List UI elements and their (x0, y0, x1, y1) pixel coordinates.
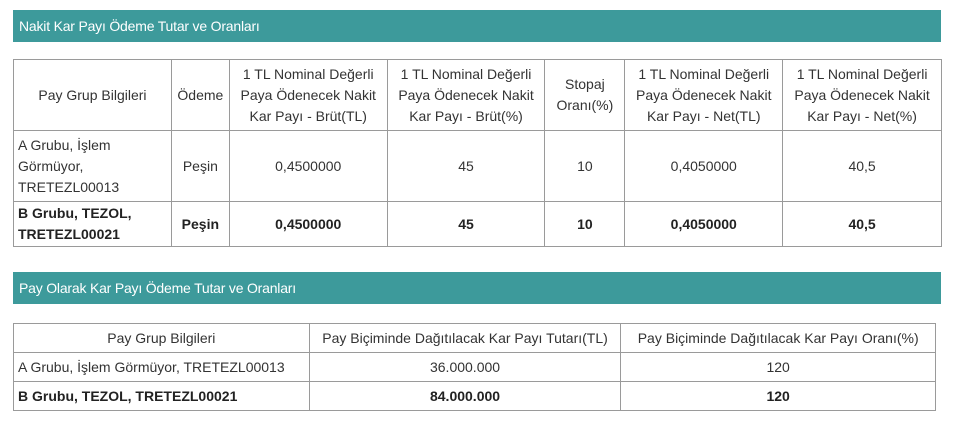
table-row (14, 131, 942, 202)
share-dividend-section-title: Pay Olarak Kar Payı Ödeme Tutar ve Oranları (13, 272, 941, 304)
table-cell: 10 (545, 131, 625, 202)
table-cell: A Grubu, İşlem Görmüyor, TRETEZL00013 (14, 353, 310, 382)
table-cell: 45 (387, 131, 545, 202)
table-cell: B Grubu, TEZOL, TRETEZL00021 (14, 382, 310, 411)
table-cell: 10 (545, 202, 625, 247)
table-cell: 0,4500000 (229, 202, 387, 247)
table-cell: 0,4500000 (229, 131, 387, 202)
table-cell: 120 (621, 353, 936, 382)
table-row (14, 382, 936, 411)
table-cell: Peşin (171, 202, 229, 247)
column-header: Pay Biçiminde Dağıtılacak Kar Payı Oranı(%) (621, 324, 936, 353)
cash-dividend-table (13, 59, 942, 247)
cash-dividend-section-title: Nakit Kar Payı Ödeme Tutar ve Oranları (13, 10, 941, 42)
column-header: 1 TL Nominal Değerli Paya Ödenecek Nakit Kar Payı - Brüt(TL) (229, 60, 387, 131)
column-header: Pay Grup Bilgileri (14, 60, 172, 131)
table-cell: 84.000.000 (309, 382, 621, 411)
table-row (14, 202, 942, 247)
table-cell: Peşin (171, 131, 229, 202)
table-row (14, 353, 936, 382)
column-header: Ödeme (171, 60, 229, 131)
share-dividend-table (13, 323, 936, 411)
table-cell: 0,4050000 (625, 131, 783, 202)
table-header-row (14, 324, 936, 353)
table-cell: 45 (387, 202, 545, 247)
column-header: Pay Biçiminde Dağıtılacak Kar Payı Tutarı(TL) (309, 324, 621, 353)
column-header: 1 TL Nominal Değerli Paya Ödenecek Nakit Kar Payı - Brüt(%) (387, 60, 545, 131)
table-cell: A Grubu, İşlem Görmüyor, TRETEZL00013 (14, 131, 172, 202)
table-header-row (14, 60, 942, 131)
table-cell: 40,5 (783, 131, 942, 202)
column-header: Pay Grup Bilgileri (14, 324, 310, 353)
column-header: Stopaj Oranı(%) (545, 60, 625, 131)
table-cell: B Grubu, TEZOL, TRETEZL00021 (14, 202, 172, 247)
table-cell: 36.000.000 (309, 353, 621, 382)
column-header: 1 TL Nominal Değerli Paya Ödenecek Nakit Kar Payı - Net(TL) (625, 60, 783, 131)
table-cell: 0,4050000 (625, 202, 783, 247)
column-header: 1 TL Nominal Değerli Paya Ödenecek Nakit Kar Payı - Net(%) (783, 60, 942, 131)
table-cell: 120 (621, 382, 936, 411)
table-cell: 40,5 (783, 202, 942, 247)
